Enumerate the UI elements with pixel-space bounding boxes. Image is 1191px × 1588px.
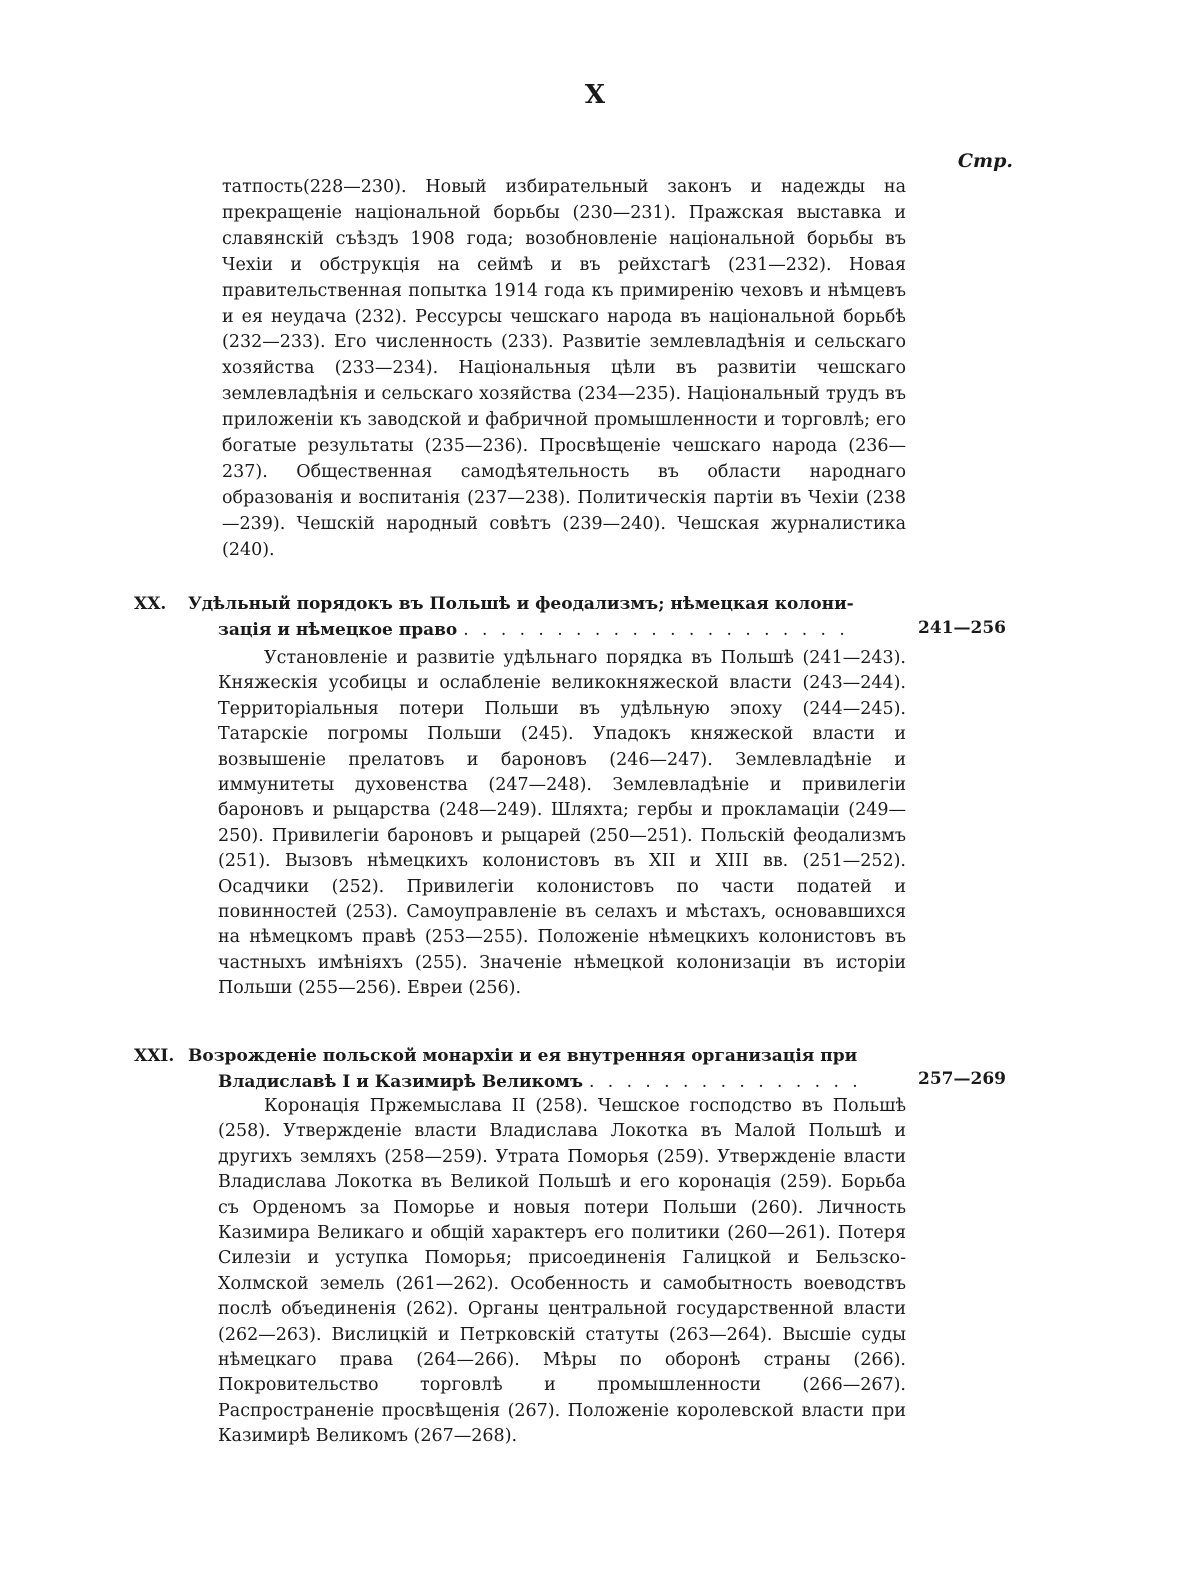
page-column-label: Стр.	[957, 150, 1013, 172]
entry-number: XX.	[134, 594, 167, 614]
leader-dots: . . . . . . . . . . . . . . .	[588, 1071, 862, 1092]
page-number: X	[584, 80, 607, 110]
entry-pages-xxi: 257—269	[918, 1069, 1006, 1089]
entry-number: XXI.	[134, 1046, 175, 1066]
entry-body-xxi: Коронація Пржемыслава II (258). Чешское господство въ Польшѣ (258). Утвержденіе власти Владислава Локотка въ Малой Польшѣ и другихъ земляхъ (258—259). Утрата Поморья (259). Утвержденіе власти Владислава Локотка въ Великой Польшѣ и его коронація (259). Борьба съ Орденомъ за Поморье и новыя потери Польши (260). Личность Казимира Великаго и общій характеръ его политики (260—261). Потеря Силезіи и уступка Поморья; присоединенія Галицкой и Бельзско-Холмской земель (261—262). Особенность и самобытность воеводствъ послѣ объединенія (262). Органы центральной государственной власти (262—263). Вислицкій и Петрковскій статуты (263—264). Высшіе суды нѣмецкаго права (264—266). Мѣры по оборонѣ страны (266). Покровительство торговлѣ и промышленности (266—267). Распространеніе просвѣщенія (267). Положеніе королевской власти при Казимирѣ Великомъ (267—268).	[218, 1096, 906, 1447]
entry-pages-xx: 241—256	[918, 618, 1006, 638]
entry-title-line1: Возрожденіе польской монархіи и ея внутренняя организація при	[188, 1046, 858, 1066]
entry-heading-xx	[134, 592, 906, 643]
entry-body-xx: Установленіе и развитіе удѣльнаго порядка въ Польшѣ (241—243). Княжескія усобицы и ослабленіе великокняжеской власти (243—244). Территоріальныя потери Польши въ удѣльную эпоху (244—245). Татарскіе погромы Польши (245). Упадокъ княжеской власти и возвышеніе прелатовъ и бароновъ (246—247). Землевладѣніе и иммунитеты духовенства (247—248). Землевладѣніе и привилегіи бароновъ и рыцарства (248—249). Шляхта; гербы и прокламаціи (249—250). Привилегіи бароновъ и рыцарей (250—251). Польскій феодализмъ (251). Вызовъ нѣмецкихъ колонистовъ въ XII и XIII вв. (251—252). Осадчики (252). Привилегіи колонистовъ по части податей и повинностей (253). Самоуправленіе въ селахъ и мѣстахъ, основавшихся на нѣмецкомъ правѣ (253—255). Положеніе нѣмецкихъ колонистовъ въ частныхъ имѣніяхъ (255). Значеніе нѣмецкой колонизаціи въ исторіи Польши (255—256). Евреи (256).	[218, 648, 906, 999]
entry-heading-xxi	[134, 1044, 906, 1095]
entry-title-line2: зація и нѣмецкое право	[218, 619, 458, 640]
entry-title-line1: Удѣльный порядокъ въ Польшѣ и феодализмъ; нѣмецкая колони-	[188, 594, 854, 614]
continuation-text: татпость(228—230). Новый избирательный законъ и надежды на прекращеніе національной борьбы (230—231). Пражская выставка и славянскій съѣздъ 1908 года; возобновленіе національной борьбы въ Чехіи и обструкція на сеймѣ и въ рейхстагѣ (231—232). Новая правительственная попытка 1914 года къ примиренію чеховъ и нѣмцевъ и ея неудача (232). Рессурсы чешскаго народа въ національной борьбѣ (232—233). Его численность (233). Развитіе землевладѣнія и сельскаго хозяйства (233—234). Національныя цѣли въ развитіи чешскаго землевладѣнія и сельскаго хозяйства (234—235). Національный трудъ въ приложеніи къ заводской и фабричной промышленности и торговлѣ; его богатые результаты (235—236). Просвѣщеніе чешскаго народа (236—237). Общественная самодѣятельность въ области народнаго образованія и воспитанія (237—238). Политическія партіи въ Чехіи (238—239). Чешскій народный совѣтъ (239—240). Чешская журналистика (240).	[222, 177, 906, 560]
entry-title-line2: Владиславѣ I и Казимирѣ Великомъ	[218, 1071, 584, 1092]
leader-dots: . . . . . . . . . . . . . . . . . . . . .	[463, 619, 849, 640]
